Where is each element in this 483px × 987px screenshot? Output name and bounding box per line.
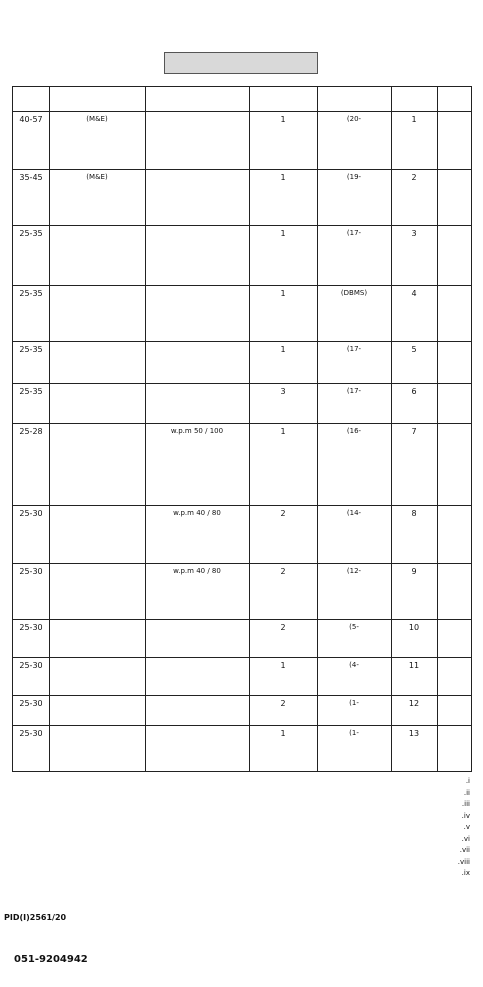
col-header-age [13,87,49,111]
age-range: 40-57 [19,115,43,124]
age-range: 25-35 [19,229,43,238]
row-vacancies [249,661,317,693]
age-range: 25-30 [19,661,43,670]
row-vacancies [249,729,317,765]
age-range: 25-30 [19,729,43,738]
terms-list [14,776,470,880]
post-grade: (20- [346,115,362,123]
row-serial: 13 [408,729,420,738]
phone-number: 051-9204942 [14,954,88,965]
row-post [317,115,391,167]
row-serial: 10 [408,623,420,632]
row-post [317,229,391,283]
row-serial: 12 [408,699,420,708]
term-item [14,834,470,846]
age-range: 25-30 [19,699,43,708]
row-post [317,729,391,765]
vacancy-count: 1 [280,173,286,182]
row-qualification: 80 / 40 w.p.m [173,509,221,517]
row-post [317,661,391,693]
row-vacancies [249,289,317,339]
col-header-vacancies [249,87,317,111]
row-divider [13,619,471,620]
term-number: i. [465,777,470,785]
term-number: vi. [461,834,470,843]
row-vacancies [249,345,317,381]
post-grade: (1- [349,699,359,707]
term-item [14,788,470,800]
row-divider [13,563,471,564]
term-item [14,799,470,811]
row-serial: 4 [411,289,417,298]
row-qualification [145,229,249,283]
age-range: 25-30 [19,509,43,518]
term-item [14,822,470,834]
post-grade: (17- [346,229,362,237]
row-age-limit [13,699,49,723]
row-serial: 6 [411,387,417,396]
vacancy-count: 2 [280,509,286,518]
vacancy-count: 1 [280,289,286,298]
row-age-limit [13,345,49,381]
col-header-post [317,87,391,111]
row-vacancies [249,567,317,617]
term-item [14,845,470,857]
term-item [14,776,470,788]
row-experience [49,729,145,765]
row-qualification [145,699,249,723]
vacancy-count: 2 [280,699,286,708]
vacancy-count: 1 [280,427,286,436]
row-post [317,699,391,723]
term-item [14,811,470,823]
row-divider [13,285,471,286]
contact-address [14,950,470,976]
vacancy-count: 1 [280,115,286,124]
row-experience [49,289,145,339]
age-range: 25-35 [19,345,43,354]
row-experience [49,387,145,421]
term-item [14,857,470,869]
row-divider [13,111,471,112]
row-post [317,623,391,655]
row-qualification [145,289,249,339]
row-divider [13,725,471,726]
header [0,0,483,78]
row-serial: 9 [411,567,417,576]
term-number: iv. [461,811,470,820]
row-qualification: 80 / 40 w.p.m [173,567,221,575]
row-qualification [145,729,249,765]
age-range: 25-28 [19,427,43,436]
row-experience [49,567,145,617]
row-age-limit [13,623,49,655]
row-age-limit [13,729,49,765]
vacancy-count: 3 [280,387,286,396]
term-number: vii. [459,846,470,854]
row-qualification [145,387,249,421]
row-divider [13,169,471,170]
row-age-limit [13,229,49,283]
vacancy-count: 1 [280,729,286,738]
vacancies-banner [164,52,318,74]
post-grade: (DBMS) [340,289,368,297]
post-grade: (17- [346,345,362,353]
row-age-limit [13,289,49,339]
row-experience: (M&E) [86,115,108,123]
row-vacancies [249,699,317,723]
row-age-limit [13,567,49,617]
term-number: iii. [461,800,470,808]
vacancy-count: 1 [280,661,286,670]
post-grade: (16- [346,427,362,435]
row-divider [13,225,471,226]
row-age-limit [13,115,49,167]
row-vacancies [249,623,317,655]
term-number: v. [463,823,470,831]
row-post [317,567,391,617]
age-range: 35-45 [19,173,43,182]
col-header-qualification [145,87,249,111]
age-range: 25-30 [19,567,43,576]
vacancies-table [12,86,472,772]
row-divider [13,695,471,696]
row-post [317,387,391,421]
row-qualification [145,173,249,223]
row-vacancies [249,427,317,503]
row-qualification [145,661,249,693]
row-age-limit [13,173,49,223]
post-grade: (12- [346,567,362,575]
row-divider [13,657,471,658]
post-grade: (4- [349,661,359,669]
row-serial: 5 [411,345,417,354]
row-serial: 2 [411,173,417,182]
row-serial: 1 [411,115,417,124]
row-vacancies [249,509,317,561]
post-grade: (14- [346,509,362,517]
vacancy-count: 1 [280,345,286,354]
age-range: 25-30 [19,623,43,632]
row-age-limit [13,427,49,503]
post-grade: (17- [346,387,362,395]
row-serial: 3 [411,229,417,238]
row-serial: 8 [411,509,417,518]
row-serial: 11 [408,661,420,670]
row-experience [49,509,145,561]
row-experience [49,623,145,655]
row-experience [49,661,145,693]
row-post [317,509,391,561]
term-item [14,868,470,880]
vacancy-count: 2 [280,567,286,576]
row-post [317,345,391,381]
row-vacancies [249,115,317,167]
row-divider [13,423,471,424]
terms-and-conditions [14,776,470,894]
row-age-limit [13,661,49,693]
pid-number: PID(I)2561/20 [4,913,67,922]
age-range: 25-35 [19,387,43,396]
term-number: viii. [457,857,470,866]
row-age-limit [13,387,49,421]
col-divider [437,87,438,771]
row-divider [13,383,471,384]
row-experience: (M&E) [86,173,108,181]
intro-text [12,76,471,86]
row-post [317,427,391,503]
row-divider [13,341,471,342]
col-header-experience [49,87,145,111]
post-grade: (19- [346,173,362,181]
row-experience [49,345,145,381]
row-post [317,173,391,223]
term-number: ix. [461,869,470,877]
row-experience [49,229,145,283]
row-post [317,289,391,339]
row-qualification [145,623,249,655]
row-qualification: 100 / 50 w.p.m [170,427,224,435]
row-vacancies [249,173,317,223]
row-qualification [145,345,249,381]
row-experience [49,699,145,723]
vacancy-count: 2 [280,623,286,632]
row-qualification [145,115,249,167]
row-vacancies [249,387,317,421]
row-experience [49,427,145,503]
post-grade: (1- [349,729,359,737]
row-vacancies [249,229,317,283]
post-grade: (5- [349,623,359,631]
age-range: 25-35 [19,289,43,298]
row-divider [13,505,471,506]
vacancy-count: 1 [280,229,286,238]
term-number: ii. [463,788,470,797]
row-age-limit [13,509,49,561]
col-header-sr [391,87,437,111]
row-serial: 7 [411,427,417,436]
